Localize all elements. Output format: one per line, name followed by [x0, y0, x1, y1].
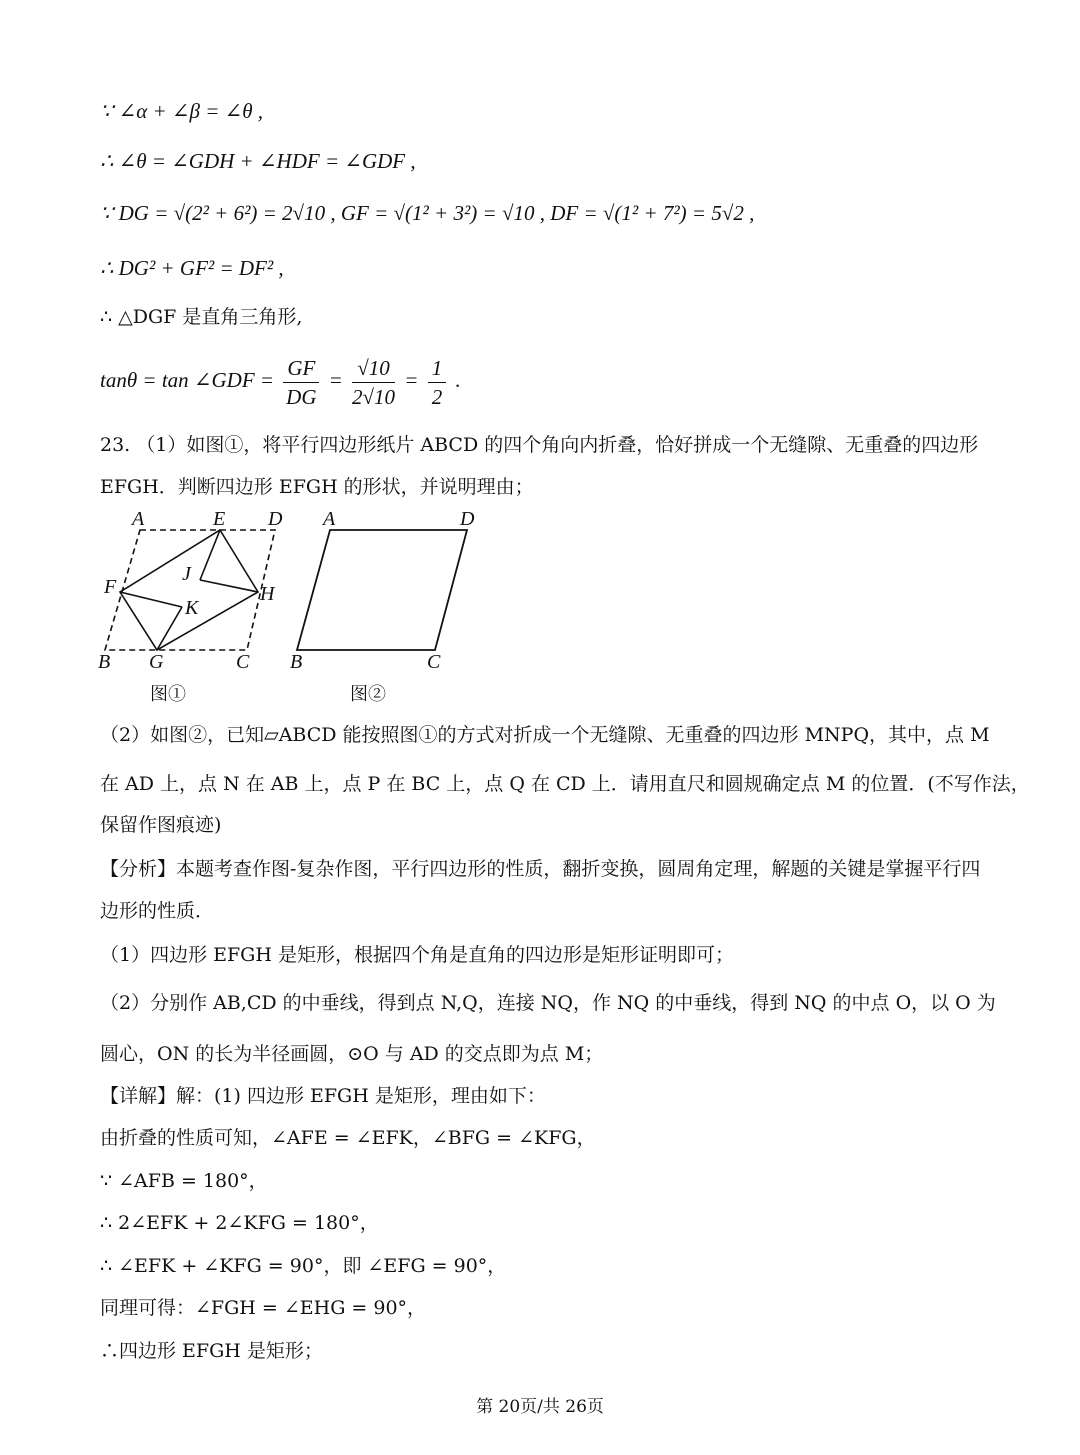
- label-E: E: [213, 508, 226, 530]
- fold-line-fk: [120, 592, 182, 607]
- fold-line-jh: [200, 580, 258, 592]
- label-H: H: [260, 583, 275, 605]
- analysis-line3: （1）四边形 EFGH 是矩形，根据四个角是直角的四边形是矩形证明即可；: [100, 944, 734, 966]
- label-K: K: [185, 597, 199, 619]
- line-lengths: ∵ DG = √(2² + 6²) = 2√10 , GF = √(1² + 3²) = √10 , DF = √(1² + 7²) = 5√2 ,: [100, 201, 755, 225]
- analysis-line5: 圆心，ON 的长为半径画圆，⊙O 与 AD 的交点即为点 M；: [100, 1043, 604, 1065]
- line-tan-theta: [100, 352, 461, 411]
- rectangle-efgh: [120, 530, 258, 650]
- fraction-denominator: 2: [431, 384, 443, 409]
- question-23-line2: EFGH．判断四边形 EFGH 的形状，并说明理由；: [100, 476, 534, 498]
- label-J: J: [182, 563, 191, 585]
- detail-line2: 由折叠的性质可知，∠AFE = ∠EFK，∠BFG = ∠KFG，: [100, 1127, 596, 1149]
- fraction-numerator: 1: [428, 354, 447, 383]
- line-angle-sum: ∵ ∠α + ∠β = ∠θ ,: [100, 99, 264, 123]
- question-2-line3: 保留作图痕迹): [100, 814, 222, 836]
- fraction-root10: [352, 354, 395, 411]
- question-23-line1: 23. （1）如图①，将平行四边形纸片 ABCD 的四个角向内折叠，恰好拼成一个无缝隙、无重叠的四边形: [100, 434, 979, 456]
- equals-sign: =: [328, 368, 343, 392]
- tan-lhs: tanθ = tan ∠GDF =: [100, 368, 275, 392]
- parallelogram-abcd: [297, 530, 467, 650]
- detail-line5: ∴ ∠EFK + ∠KFG = 90°，即 ∠EFG = 90°，: [100, 1255, 507, 1277]
- analysis-line2: 边形的性质．: [100, 900, 215, 922]
- label-A: A: [323, 508, 336, 530]
- label-G: G: [149, 651, 164, 673]
- detail-line7: ∴四边形 EFGH 是矩形；: [100, 1340, 323, 1362]
- analysis-line4: （2）分别作 AB,CD 的中垂线，得到点 N,Q，连接 NQ，作 NQ 的中垂线，得到 NQ 的中点 O，以 O 为: [100, 992, 996, 1014]
- fraction-denominator: 2√10: [352, 384, 396, 409]
- label-A: A: [132, 508, 145, 530]
- page-footer: 第 20页/共 26页: [476, 1397, 604, 1417]
- detail-line1: 【详解】解：(1) 四边形 EFGH 是矩形，理由如下：: [100, 1085, 546, 1107]
- label-F: F: [104, 576, 117, 598]
- question-2-line1: （2）如图②，已知▱ABCD 能按照图①的方式对折成一个无缝隙、无重叠的四边形 MNPQ，其中，点 M: [100, 724, 990, 746]
- label-D: D: [268, 508, 283, 530]
- period: .: [455, 368, 461, 392]
- detail-line4: ∴ 2∠EFK + 2∠KFG = 180°，: [100, 1212, 379, 1234]
- figure-1-caption: 图①: [150, 684, 186, 705]
- label-B: B: [98, 651, 111, 673]
- fraction-half: [428, 354, 447, 411]
- figure-1: [95, 505, 295, 710]
- fold-line-ej: [200, 530, 220, 580]
- line-theta-gdf: ∴ ∠θ = ∠GDH + ∠HDF = ∠GDF ,: [100, 149, 416, 173]
- fraction-numerator: GF: [283, 354, 319, 383]
- detail-line3: ∵ ∠AFB = 180°，: [100, 1170, 268, 1192]
- label-C: C: [427, 651, 441, 673]
- fraction-denominator: DG: [286, 384, 317, 409]
- line-pythagoras: ∴ DG² + GF² = DF² ,: [100, 256, 284, 280]
- figure-2-caption: 图②: [350, 684, 386, 705]
- question-2-line2: 在 AD 上，点 N 在 AB 上，点 P 在 BC 上，点 Q 在 CD 上．请用直尺和圆规确定点 M 的位置．(不写作法，: [100, 773, 1030, 795]
- analysis-line1: 【分析】本题考查作图-复杂作图，平行四边形的性质，翻折变换，圆周角定理，解题的关键是掌握平行四: [100, 858, 981, 880]
- label-D: D: [460, 508, 475, 530]
- line-right-triangle: ∴ △DGF 是直角三角形,: [100, 306, 303, 328]
- detail-line6: 同理可得：∠FGH = ∠EHG = 90°，: [100, 1297, 427, 1319]
- label-B: B: [290, 651, 303, 673]
- label-C: C: [236, 651, 250, 673]
- fraction-numerator: √10: [352, 354, 395, 383]
- equals-sign: =: [404, 368, 419, 392]
- fraction-gf-dg: [283, 354, 319, 411]
- figure-2: [285, 505, 485, 710]
